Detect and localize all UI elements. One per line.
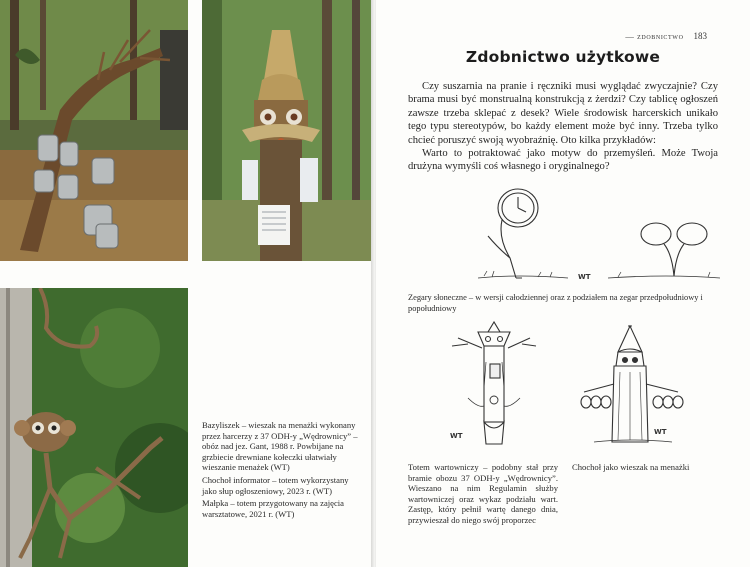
left-captions	[202, 420, 362, 521]
photo-malpka	[0, 288, 188, 567]
photo-bazyliszek	[0, 0, 188, 261]
guard-signature: WT	[450, 432, 463, 440]
section-title: Zdobnictwo użytkowe	[465, 48, 661, 66]
left-page	[0, 0, 372, 567]
caption-sundials: Zegary słoneczne – w wersji całodziennej oraz z podziałem na zegar przedpołudniowy i popołudniowy	[408, 293, 703, 313]
photo-chocholl-informator	[202, 0, 372, 261]
caption-chocholl-informator: Chochoł informator – totem wykorzystany jako słup ogłoszeniowy, 2023 r. (WT)	[202, 474, 349, 496]
page-number: 183	[693, 31, 707, 41]
sundial-signature: WT	[578, 273, 591, 281]
caption-bazyliszek: Bazyliszek – wieszak na menażki wykonany przez harcerzy z 37 ODH-y „Wędrownicy” – obóz nad jez. Gant, 1988 r. Powbijane na grzbiecie drewniane kołeczki ułatwiały wieszanie menażek (WT)	[202, 420, 358, 473]
body-text	[408, 80, 718, 174]
sketch-sundials	[458, 178, 724, 286]
body-paragraph-1: Czy suszarnia na pranie i ręczniki musi wyglądać zwyczajnie? Czy brama musi być monstrualną konstrukcją z żerdzi? Czy tablicę ogłoszeń zawsze trzeba sklepać z desek? Wiele środowisk harcerskich unikało tego typu stereotypów, bo każdy element może być inny. Trzeba tylko chcieć poruszyć swoją wyobraźnię. Oto kilka przykładów:	[408, 81, 718, 146]
caption-guard-totem: Totem wartowniczy – podobny stał przy bramie obozu 37 ODH-y „Wędrownicy”. Wieszano na nim Regulamin służby wartowniczej oraz wykaz podziału wart. Zastęp, który pełnił wartę danego dnia, przywieszał do niego swój proporzec	[408, 462, 558, 525]
caption-chocholl-hanger: Chochoł jako wieszak na menażki	[572, 462, 690, 472]
sketch-guard-totem	[438, 318, 556, 456]
right-page	[376, 0, 750, 567]
body-paragraph-2: Warto to potraktować jako motyw do przemyśleń. Może Twoja drużyna wymyśli coś własnego i oryginalnego?	[408, 148, 718, 173]
running-head	[625, 31, 707, 41]
chocholl-signature: WT	[654, 428, 667, 436]
sketch-chocholl-hanger	[574, 322, 692, 450]
caption-malpka: Małpka – totem przygotowany na zajęcia warsztatowe, 2021 r. (WT)	[202, 498, 344, 519]
running-head-section: — zdobnictwo	[625, 31, 684, 41]
